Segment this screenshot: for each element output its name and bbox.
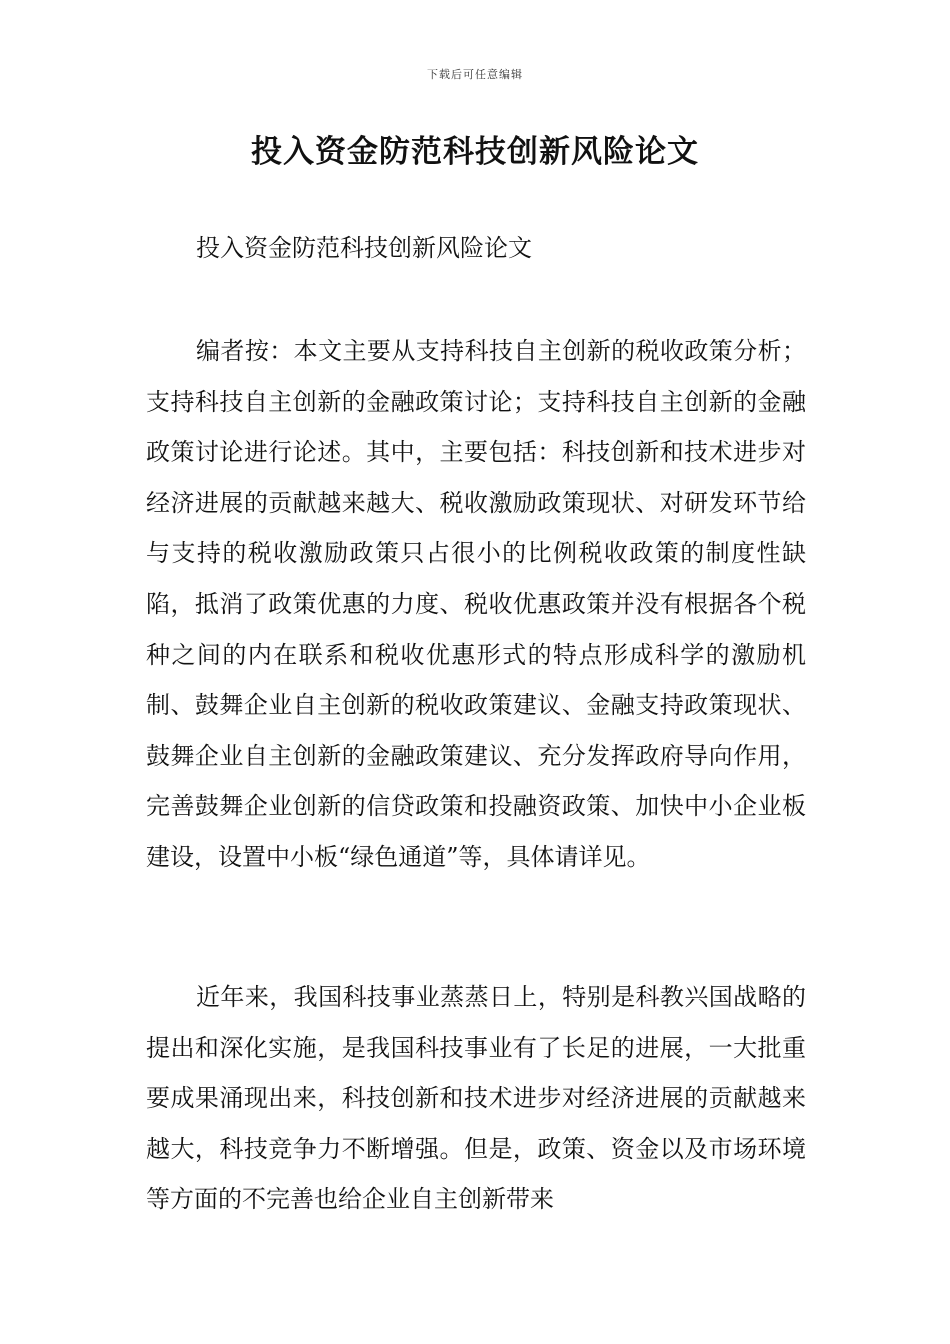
editor-note-paragraph: 编者按：本文主要从支持科技自主创新的税收政策分析；支持科技自主创新的金融政策讨论；支持科技自主创新的金融政策讨论进行论述。其中，主要包括：科技创新和技术进步对经济进展的贡献越来越大、税收激励政策现状、对研发环节给与支持的税收激励政策只占很小的比例税收政策的制度性缺陷，抵消了政策优惠的力度、税收优惠政策并没有根据各个税种之间的内在联系和税收优惠形式的特点形成科学的激励机制、鼓舞企业自主创新的税收政策建议、金融支持政策现状、鼓舞企业自主创新的金融政策建议、充分发挥政府导向作用，完善鼓舞企业创新的信贷政策和投融资政策、加快中小企业板建设，设置中小板“绿色通道”等，具体请详见。	[146, 337, 806, 871]
document-subtitle: 投入资金防范科技创新风险论文	[196, 234, 532, 262]
header-note: 下载后可任意编辑	[427, 68, 523, 81]
intro-paragraph: 近年来，我国科技事业蒸蒸日上，特别是科教兴国战略的提出和深化实施，是我国科技事业有了长足的进展，一大批重要成果涌现出来，科技创新和技术进步对经济进展的贡献越来越大，科技竞争力不断增强。但是，政策、资金以及市场环境等方面的不完善也给企业自主创新带来	[146, 983, 806, 1214]
document-title: 投入资金防范科技创新风险论文	[251, 134, 699, 170]
